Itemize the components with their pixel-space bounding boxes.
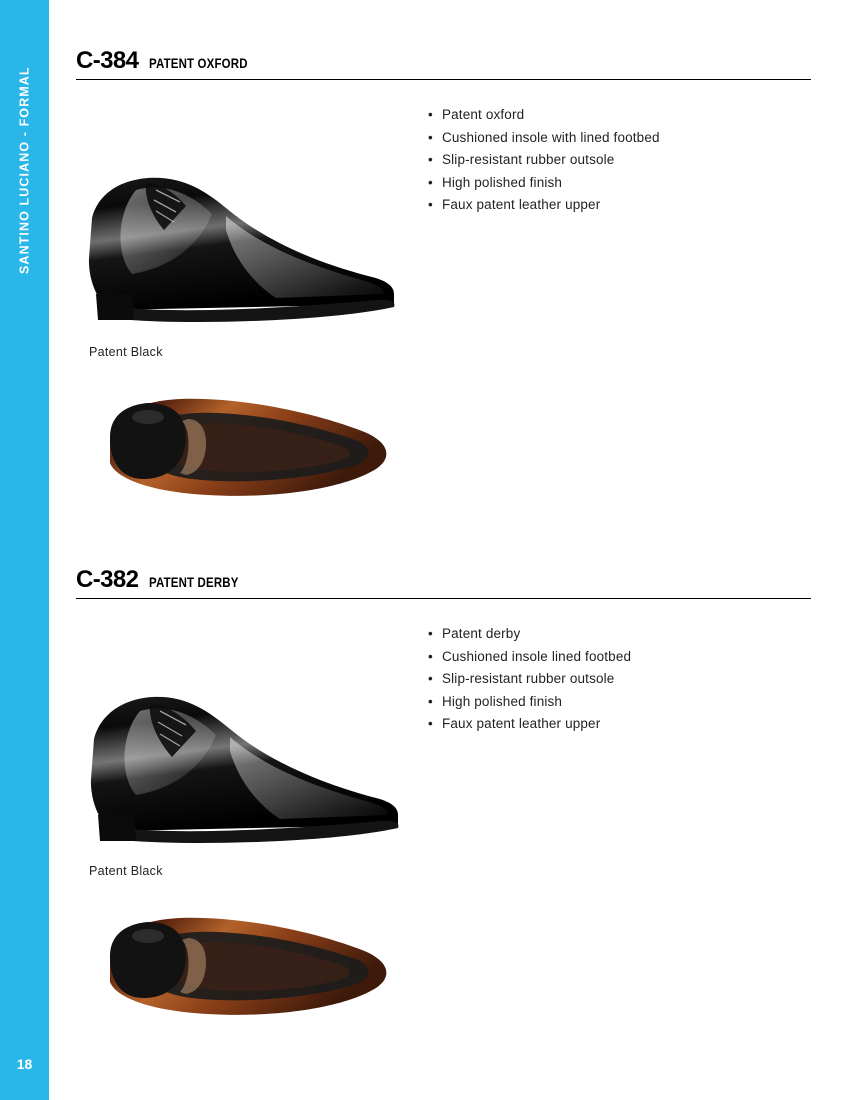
product-sole-image [76,894,406,1039]
heel-detail [132,929,164,943]
feature-item: • Faux patent leather upper [428,194,798,217]
product-name: PATENT DERBY [149,574,239,590]
product-feature-list [428,623,798,736]
oxford-side-illustration [76,98,406,341]
color-label: Patent Black [89,345,163,359]
catalog-page [49,0,850,1100]
product-header [76,48,811,80]
heel-detail [132,410,164,424]
feature-item: • Slip-resistant rubber outsole [428,668,798,691]
header-divider [76,79,811,80]
derby-side-illustration [76,617,406,860]
shoe-heel [96,294,134,320]
product-entry [76,566,811,878]
feature-item: • Slip-resistant rubber outsole [428,149,798,172]
page-number: 18 [16,1056,33,1072]
derby-outsole-illustration [76,894,406,1039]
sidebar-brand-bar [0,0,49,1100]
shoe-heel [98,815,136,841]
feature-item: • High polished finish [428,691,798,714]
product-sku: C-384 [76,47,139,74]
product-main-image [76,617,406,860]
feature-item: • Faux patent leather upper [428,713,798,736]
feature-item: • Patent derby [428,623,798,646]
feature-item: • Cushioned insole lined footbed [428,646,798,669]
product-feature-list [428,104,798,217]
product-sole-image [76,375,406,520]
feature-item: • Patent oxford [428,104,798,127]
header-divider [76,598,811,599]
sidebar-brand-label: SANTINO LUCIANO - FORMAL [17,66,32,274]
product-sku: C-382 [76,566,139,593]
product-main-image [76,98,406,341]
feature-item: • Cushioned insole with lined footbed [428,127,798,150]
product-header [76,567,811,599]
product-entry [76,47,811,359]
product-name: PATENT OXFORD [149,55,248,71]
feature-item: • High polished finish [428,172,798,195]
color-label: Patent Black [89,864,163,878]
oxford-outsole-illustration [76,375,406,520]
